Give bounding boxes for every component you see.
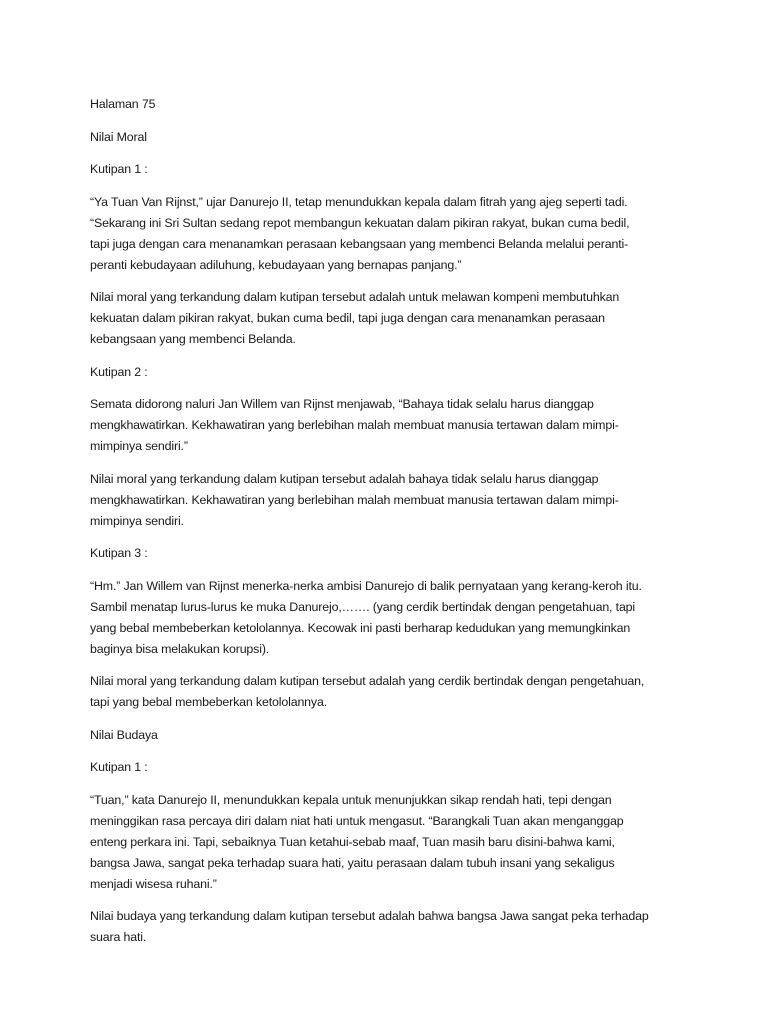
section-heading <box>90 159 690 180</box>
text-line: “Sekarang ini Sri Sultan sedang repot membangun kekuatan dalam pikiran rakyat, bukan cuma bedil, <box>90 215 630 230</box>
section-heading <box>90 725 690 746</box>
text-line: peranti kebudayaan adiluhung, kebudayaan yang bernapas panjang.” <box>90 257 462 272</box>
text-line: “Hm.” Jan Willem van Rijnst menerka-nerka ambisi Danurejo di balik pernyataan yang kerang-keroh itu. <box>90 578 642 593</box>
paragraph <box>90 394 690 457</box>
text-line: enteng perkara ini. Tapi, sebaiknya Tuan ketahui-sebab maaf, Tuan masih baru disini-bahwa kami, <box>90 834 615 849</box>
text-line: mimpinya sendiri. <box>90 513 184 528</box>
paragraph <box>90 192 690 276</box>
text-line: Kutipan 1 : <box>90 760 148 774</box>
paragraph <box>90 469 690 532</box>
text-line: tapi juga dengan cara menanamkan perasaan kebangsaan yang membenci Belanda melalui peranti- <box>90 236 629 251</box>
text-line: menjadi wisesa ruhani.” <box>90 876 217 891</box>
text-line: Nilai budaya yang terkandung dalam kutipan tersebut adalah bahwa bangsa Jawa sangat peka terhadap <box>90 909 649 923</box>
document-page <box>90 94 690 960</box>
text-line: mimpinya sendiri.” <box>90 439 188 453</box>
text-line: Nilai moral yang terkandung dalam kutipan tersebut adalah yang cerdik bertindak dengan pengetahuan, <box>90 674 645 688</box>
text-line: Halaman 75 <box>90 97 156 111</box>
section-heading <box>90 543 690 564</box>
text-line: Kutipan 3 : <box>90 546 148 560</box>
paragraph <box>90 671 690 713</box>
paragraph <box>90 790 690 895</box>
text-line: yang bebal membeberkan ketololannya. Kecowak ini pasti berharap kedudukan yang memungkinkan <box>90 620 631 635</box>
section-heading <box>90 127 690 148</box>
text-line: Nilai moral yang terkandung dalam kutipan tersebut adalah bahaya tidak selalu harus dianggap <box>90 471 599 486</box>
text-line: Semata didorong naluri Jan Willem van Rijnst menjawab, “Bahaya tidak selalu harus dianggap <box>90 397 594 411</box>
text-line: tapi yang bebal membeberkan ketololannya. <box>90 695 328 709</box>
section-heading <box>90 94 690 115</box>
text-line: Kutipan 1 : <box>90 162 148 176</box>
text-line: Nilai Budaya <box>90 727 158 742</box>
text-line: “Tuan,” kata Danurejo II, menundukkan kepala untuk menunjukkan sikap rendah hati, tepi dengan <box>90 792 612 807</box>
text-line: kebangsaan yang membenci Belanda. <box>90 332 296 346</box>
text-line: “Ya Tuan Van Rijnst,” ujar Danurejo II, tetap menundukkan kepala dalam fitrah yang ajeg seperti tadi. <box>90 194 628 209</box>
text-line: mengkhawatirkan. Kekhawatiran yang berlebihan malah membuat manusia tertawan dalam mimpi- <box>90 492 619 507</box>
paragraph <box>90 576 690 660</box>
section-heading <box>90 757 690 778</box>
text-line: Sambil menatap lurus-lurus ke muka Danurejo,……. (yang cerdik bertindak dengan pengetahuan, tapi <box>90 599 636 614</box>
paragraph <box>90 287 690 350</box>
text-line: kekuatan dalam pikiran rakyat, bukan cuma bedil, tapi juga dengan cara menanamkan perasaan <box>90 311 605 325</box>
text-line: mengkhawatirkan. Kekhawatiran yang berlebihan malah membuat manusia tertawan dalam mimpi- <box>90 418 619 432</box>
text-line: suara hati. <box>90 930 147 944</box>
text-line: bangsa Jawa, sangat peka terhadap suara hati, yaitu perasaan dalam tubuh insani yang sekaligus <box>90 855 615 870</box>
text-line: meninggikan rasa percaya diri dalam niat hati untuk mengasut. “Barangkali Tuan akan menganggap <box>90 813 624 828</box>
text-line: Nilai moral yang terkandung dalam kutipan tersebut adalah untuk melawan kompeni membutuhkan <box>90 290 620 304</box>
text-line: baginya bisa melakukan korupsi). <box>90 641 270 656</box>
text-line: Kutipan 2 : <box>90 364 148 379</box>
section-heading <box>90 362 690 383</box>
text-line: Nilai Moral <box>90 129 147 144</box>
paragraph <box>90 906 690 948</box>
